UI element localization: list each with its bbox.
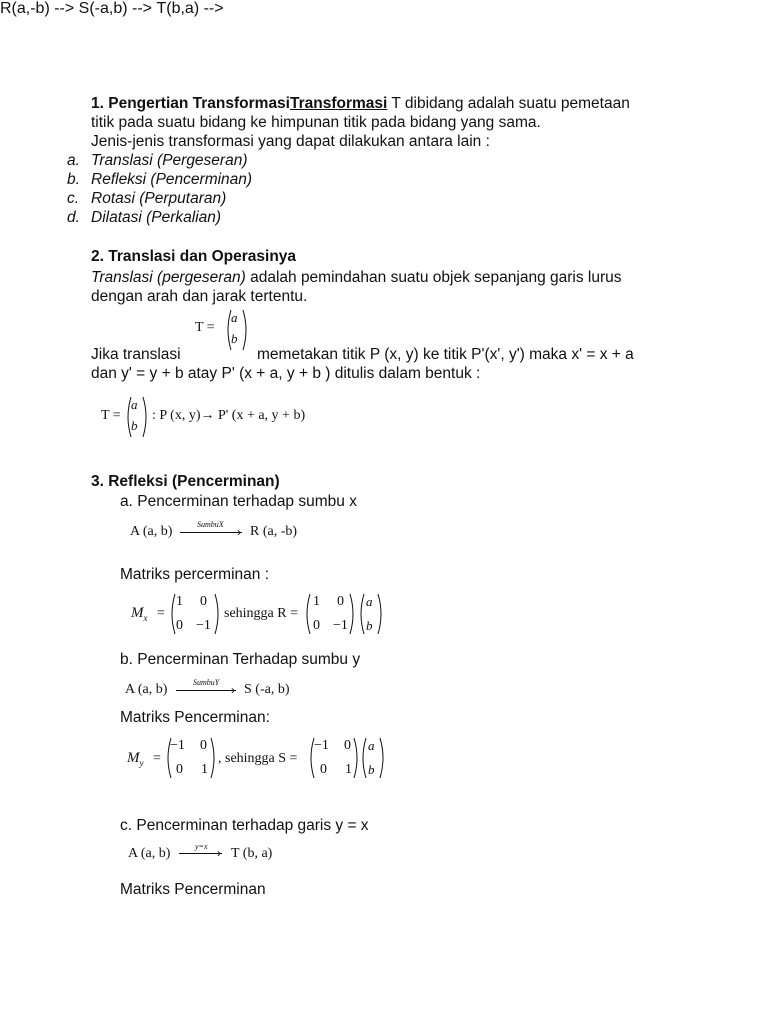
section1-line2: titik pada suatu bidang ke himpunan titik pada bidang yang sama. bbox=[91, 114, 541, 131]
section1-title: 1. Pengertian Transformasi bbox=[91, 95, 290, 112]
mx-cell: 1 bbox=[176, 594, 183, 609]
mx-symbol: $M_x$ bbox=[131, 605, 148, 623]
r-cell: −1 bbox=[333, 618, 348, 633]
mapping-arrow-y bbox=[176, 690, 236, 691]
dan-text: dan y' = y + b atay P' (x + a, y + b ) ditulis dalam bentuk : bbox=[91, 365, 481, 382]
list-item: c. Rotasi (Perputaran) bbox=[67, 190, 227, 207]
jika-translasi: Jika translasi bbox=[91, 346, 181, 363]
vector-b: b bbox=[231, 331, 238, 346]
s-cell: 1 bbox=[345, 762, 352, 777]
s-cell: 0 bbox=[320, 762, 327, 777]
vector-a: a bbox=[231, 310, 238, 325]
mapping-from: A (a, b) bbox=[130, 524, 173, 539]
formula-vector-b: b bbox=[131, 418, 138, 433]
arrowhead-icon: › bbox=[231, 683, 235, 697]
formula-vector-a: a bbox=[131, 397, 138, 412]
matrix-label-y: Matriks Pencerminan: bbox=[120, 709, 270, 726]
section1-line1 bbox=[91, 94, 630, 113]
sehingga-r: sehingga R = bbox=[224, 606, 298, 621]
memetakan-text: memetakan titik P (x, y) ke titik P'(x', y') maka x' = x + a bbox=[257, 346, 634, 363]
mapping-to: R (a, -b) bbox=[250, 524, 298, 539]
mx-cell: 0 bbox=[200, 594, 207, 609]
mapping-from-y: A (a, b) bbox=[125, 682, 168, 697]
my-cell: 0 bbox=[200, 738, 207, 753]
s-vector-a: a bbox=[368, 738, 375, 753]
my-cell: 1 bbox=[201, 762, 208, 777]
mapping-from-yx: A (a, b) bbox=[128, 846, 171, 861]
r-cell: 0 bbox=[313, 618, 320, 633]
my-cell: 0 bbox=[176, 762, 183, 777]
matrix-label-x: Matriks percerminan : bbox=[120, 566, 270, 583]
r-vector-a: a bbox=[366, 594, 373, 609]
list-item: a. Translasi (Pergeseran) bbox=[67, 152, 248, 169]
r-vector-b: b bbox=[366, 618, 373, 633]
my-equals: = bbox=[153, 751, 161, 766]
section2-title: 2. Translasi dan Operasinya bbox=[91, 248, 297, 265]
mapping-to-y: S (-a, b) bbox=[244, 682, 290, 697]
t-equals: T = bbox=[195, 320, 215, 335]
section2-definition: Translasi (pergeseran) adalah pemindahan suatu objek sepanjang garis lurus bbox=[91, 269, 622, 286]
r-cell: 0 bbox=[337, 594, 344, 609]
r-cell: 1 bbox=[313, 594, 320, 609]
arrowhead-icon: › bbox=[237, 525, 241, 539]
section1-title-dup: Transformasi bbox=[290, 95, 388, 112]
my-symbol: $M_y$ bbox=[127, 750, 144, 768]
arrow-label-y: SumbuY bbox=[193, 678, 220, 687]
r-matrix-brackets bbox=[303, 592, 357, 636]
arrowhead-icon: › bbox=[217, 846, 221, 860]
matrix-label-yx: Matriks Pencerminan bbox=[120, 881, 266, 898]
section3-title: 3. Refleksi (Pencerminan) bbox=[91, 473, 280, 490]
s-vector-b: b bbox=[368, 762, 375, 777]
section1-line1-rest: T dibidang adalah suatu pemetaan bbox=[387, 95, 630, 112]
list-item: b. Refleksi (Pencerminan) bbox=[67, 171, 253, 188]
mx-equals: = bbox=[157, 606, 165, 621]
list-item: d. Dilatasi (Perkalian) bbox=[67, 209, 222, 226]
formula-rest: : P (x, y)→ P' (x + a, y + b) bbox=[152, 408, 306, 423]
mapping-to-yx: T (b, a) bbox=[231, 846, 273, 861]
section1-line3: Jenis-jenis transformasi yang dapat dilakukan antara lain : bbox=[91, 133, 490, 150]
formula-t-equals: T = bbox=[101, 408, 121, 423]
mx-cell: 0 bbox=[176, 618, 183, 633]
reflection-x-heading: a. Pencerminan terhadap sumbu x bbox=[120, 493, 357, 510]
reflection-y-heading: b. Pencerminan Terhadap sumbu y bbox=[120, 651, 361, 668]
reflection-yx-heading: c. Pencerminan terhadap garis y = x bbox=[120, 817, 369, 834]
section2-definition-line2: dengan arah dan jarak tertentu. bbox=[91, 288, 308, 305]
s-cell: 0 bbox=[344, 738, 351, 753]
arrow-label-yx: y=x bbox=[195, 842, 208, 851]
my-cell: −1 bbox=[170, 738, 185, 753]
sehingga-s: , sehingga S = bbox=[218, 751, 298, 766]
arrow-label: SumbuX bbox=[197, 520, 224, 529]
mapping-arrow-yx bbox=[179, 853, 222, 854]
mapping-arrow bbox=[180, 532, 242, 533]
mx-cell: −1 bbox=[196, 618, 211, 633]
s-cell: −1 bbox=[314, 738, 329, 753]
